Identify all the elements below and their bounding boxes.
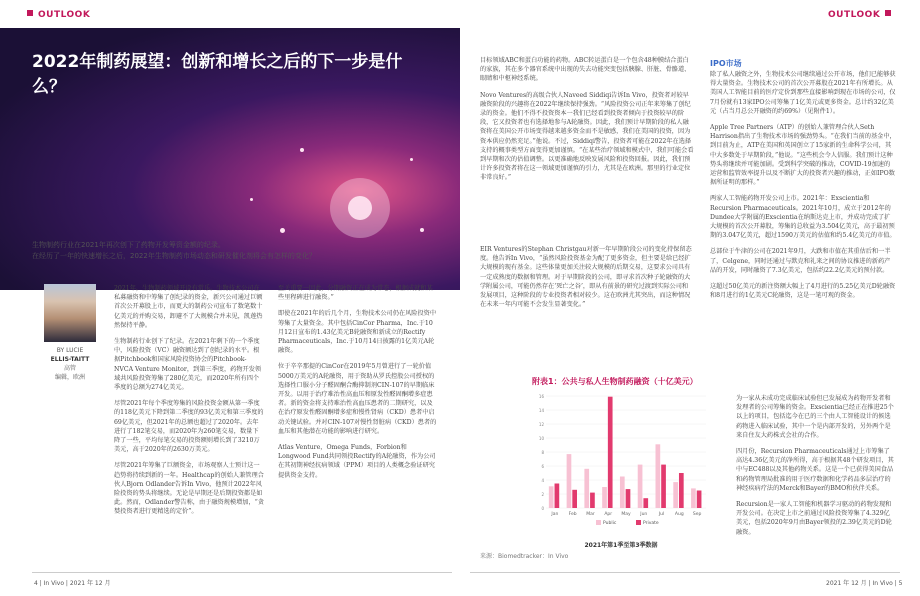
y-tick-label: 4 [541, 478, 544, 483]
bar-public-jan [549, 486, 554, 508]
column-2: 至关重要一因此，分期融资正在成为常态，根据成就和某些里程碑进行融资。” 即使在2021年的后几个月，生物技术公司仍在风险投资中筹集了大量资金。其中包括CinCor Pharma，Inc.于10月12日宣布的1.43亿美元B轮融资和新成立的Rectify Pharmaceuticals，Inc.于10月14日披露的1亿美元A轮融资。 位于辛辛那提的CinCor在2019年5月曾进行了一轮价值5000万美元的A轮融资，用于资助从罗氏控股公司授权的选择性口服小分子醛固酮合酶抑制剂CIN-107的早期临床开发。以用于治疗难治性高血压和原发性醛固酮增多症患者。新的资金将支持难治性高血压患者的二期研究，以及在治疗原发性醛固酮增多症和慢性肾病（CKD）患者中启动关键试验。并对CIN-107对慢性肾脏病（CKD）患者的血压和其他潜在功能的影响进行研究。 Atlas Venture，Omega Funds，Forbion和Longwood Fund共同领投Rectify的A轮融资，作为公司在其初期神经抗病领域（PPM）项目的人类概念验证研究提供资金支持。 [278, 285, 437, 479]
bar-private-aug [679, 473, 684, 508]
x-tick-label: Sep [692, 512, 702, 517]
y-tick-label: 0 [541, 506, 544, 511]
bar-public-apr [602, 487, 607, 508]
column-1: 2021年，生物制药领域开设有常乐。生物技术公司在私募融资和中筹集了创纪录的资金，新兴公司通过巨额首次公开募股上市，而更大的制药公司宣布了数笔数十亿美元的并购交易，卸避不了大规模合并未见，凯莲热然保持平静。 生物制药行业创下了纪录。在2021年剩下的一个季度中，风险投资（VC）融资额达到了创纪录的水平。根据Pitchbook和国家风险投资协会的Pitchbook-NVCA Venture Monitor，到第三季度，药物开发领域共风险投资筹集了280亿美元，而2020年所有四个季度的总额为274亿美元。 尽管2021年每个季度筹集的风险投资金额从第一季度的118亿美元下降到第二季度的93亿美元和第三季度的69亿美元，但2021年的总额也超过了2020年。去年进行了182笔交易，而2020年为260笔交易，数量下降了一些，平均每笔交易的投资额则增长到了3210万美元，高于2020年的2630万美元。 尽管2021年筹集了巨额资金，市场观察人士预计这一趋势将持续到新的一年。Healthcap的创始人兼管理合伙人Bjorn Odlander告诉In Vivo，他预计2022年风险投资的势头将继续。无论是早期还是后期投资都是如此。然而，Odlander警告称，由于融资规模增加，“贪婪投资者进行更精选的定价”。 [114, 285, 264, 516]
chart-subtitle: 2021年第1季至第3季数据 [584, 542, 658, 549]
x-tick-label: Mar [586, 512, 595, 517]
bar-public-feb [567, 454, 572, 508]
legend-swatch [596, 520, 601, 525]
byline: BY LUCIE ELLIS-TAITT 高管 编辑，欧洲 [50, 347, 90, 381]
x-tick-label: Aug [674, 512, 684, 517]
bar-public-aug [673, 482, 678, 508]
column-3: 目标领域ABC和蛋白功能的药物。ABC转运蛋白是一个包含48种膜结合蛋白的家族，其在多个器官系统中出现的失去功能突变包括胰腺、肝脏、骨骼道、眼睛和中枢神经系统。 Novo Ventures的高级合伙人Naveed Siddiqi告诉In Vivo，投资者对较早融资阶段的兴趣将在2022年继续保持强劲。“风险投资公司正年来筹集了创纪录的资金。他们不得不投资资本一我们已经看到投资者倾向于投资较早的阶段，它又投资者也有选择地参与A轮融资。因此，我们预计早期阶段的私人融资将在美国公开市场变得越来越多资金而不是敏感，我们在美国的投资，因为资本供应仍然充足。”他说。不过，Siddiqi警告，投资者可能在2022年在选择支持的概事类型方面变得更加谨慎。“在某些治疗领域和模式中，我们可能会看到早期和次的估值调整。以更准确地反映发展风险和投资回报。因此，我们预计许多投资者将在这一领域更加谨慎的引力，尤其是在欧洲。那里的行业定位非常良好。” [480, 57, 694, 182]
bar-private-apr [608, 397, 613, 508]
column-3b: EIR Ventures的Stephan Christgau对新一年早期阶段公司的变化持保留态度。他告诉In Vivo，“虽然风险投资基金为配了更多资金，但主要是给已经扩大规模的现有基金。这些体量更加关注较大规模的后期交易，这要求公司具有一定成熟度的数据和管理。对于早期阶段的公司，即寻求首次种子轮融资的大学附属公司，可能仍然存在‘死亡之谷’，即从有前景的研究过渡到实际公司和发展项目，这种阶段的专业投资者相对较少。这在欧洲尤其突出，而这种情况在未来一年内可能不会发生显著变化。” [480, 246, 692, 309]
legend-label: Private [643, 521, 659, 526]
footer-rule-left [32, 572, 452, 573]
bar-private-mar [590, 493, 595, 508]
bar-private-sep [697, 491, 702, 509]
x-tick-label: Jul [658, 512, 665, 517]
y-tick-label: 16 [538, 394, 544, 399]
y-tick-label: 8 [541, 450, 544, 455]
bar-private-jun [643, 498, 648, 508]
bar-public-jun [638, 465, 643, 508]
bar-public-may [620, 477, 625, 509]
footer-rule-right [470, 572, 900, 573]
y-tick-label: 6 [541, 464, 544, 469]
chart-title: 附表1：公共与私人生物制药融资（十亿美元） [532, 377, 698, 386]
bar-public-sep [691, 488, 696, 508]
bar-private-jan [555, 484, 560, 509]
y-tick-label: 2 [541, 492, 544, 497]
bar-public-mar [584, 469, 589, 508]
x-tick-label: Jun [640, 512, 648, 517]
column-5: 为一家从未成功完成临床试验但已发展成为药物开发者和发理者的公司筹集的资金。Exscientia已经正在推进25个以上的项目，包括迄今在已的三个由人工智能设计的候选药物进入临床试验，其中一个是内部开发的，另外两个是来自住友大药株式会社的合作。 四月份，Recursion Pharmaceuticals通过上市筹集了高达4.36亿美元的净所得，高于根据其48个研发项目，其中与EC488以及其他药物关系。这是一个已获得美国食品和药物管理局批准的用于医疗数据和化学药品多层治疗的神经疾病疗法的Merck和Bayer的BMO和伙伴关系。 Recursion是一家人工智能和机器学习驱动的药物发现和开发公司。在决定上市之前通过风险投资筹集了4.329亿美元，包括2020年9月由Bayer领投的2.39亿美元的D轮融资。 [736, 395, 894, 536]
bar-private-jul [661, 465, 666, 508]
x-tick-label: May [621, 512, 631, 517]
ipo-heading: IPO市场 [710, 59, 742, 68]
legend-label: Public [603, 521, 617, 526]
section-label-right: OUTLOOK [828, 10, 896, 20]
footer-right: 2021 年 12 月 | In Vivo | 5 [826, 580, 903, 587]
footer-left: 4 | In Vivo | 2021 年 12 月 [34, 580, 111, 587]
square-icon [27, 10, 33, 16]
bar-public-jul [656, 444, 661, 508]
x-tick-label: Feb [568, 512, 577, 517]
legend-swatch [636, 520, 641, 525]
y-tick-label: 14 [538, 408, 544, 413]
exhibit-1-chart [532, 376, 710, 554]
bar-private-may [626, 489, 631, 508]
x-tick-label: Jan [551, 512, 559, 517]
chart-svg [532, 390, 710, 540]
article-title: 2022年制药展望：创新和增长之后的下一步是什么？ [32, 52, 403, 97]
author-photo [44, 284, 96, 342]
section-label-left: OUTLOOK [22, 10, 90, 20]
x-tick-label: Apr [604, 512, 613, 517]
square-icon [885, 10, 891, 16]
hero-caption: 生物制药行业在2021年再次创下了药物开发筹资金额的纪录。 在经历了一年的快速增长之后，2022年生物制药市场动态和研发催化剂将会有怎样的变化？ [32, 241, 316, 260]
column-4: 除了私人融资之外，生物技术公司继续通过公开市场，他们已能够获得大量资金。生物技术公司的首次公开募股在2021年有所增长。从美国人工智能目前的医疗定价到那些直接影响到现在市场的公司，仅7月份就有13家IPO公司筹集了1亿美元或更多资金。总计约32亿美元（占当月总公开融资的约69%）（见附件1）。 Apple Tree Partners（ATP）的创始人兼管理合伙人Seth Harrison指出了生物技术市场的强劲势头。“在我们当前的基金中，到目前为止，ATP在美国和英国创立了15家新的生命科学公司，其中大多数处于早期阶段，”他说。“这些机会令人信服。我们预计这种势头将继续并可能加剧。受到科学突破的推动，COVID-19加速的运营和监管效率提升以及不断扩大的投资者兴趣的推动，正如IPO数据所证明的那样。” 两家人工智能药物开发公司上市。2021年：Exscientia和Recursion Pharmaceuticals。2021年10月，成立于2012年的Dundee大学附属的Exscientia在纳斯达克上市，并成功完成了扩大规模的首次公开募股，筹集的总收益为3.504亿美元，高于最初预期的3.047亿美元，超过1590万美元的估值和约5.4亿美元的市值。 总部位于牛津的公司在2021年9月，大跌和市值在其重估后和一半了，Celgene，同时还通过与默克和礼来之间的协议推进的新药产品的开发，同时融资了7.3亿美元，包括约22.2亿美元的预付款。 这超过50亿美元的新注资额大幅上了4月进行的5.25亿美元D轮融资和8月进行的1亿美元C轮融资，这是一笔可观的资金。 [710, 71, 896, 300]
y-tick-label: 10 [538, 436, 544, 441]
bar-private-feb [572, 490, 577, 508]
chart-source: 来源：Biomedtracker：In Vivo [480, 553, 569, 560]
y-tick-label: 12 [538, 422, 544, 427]
